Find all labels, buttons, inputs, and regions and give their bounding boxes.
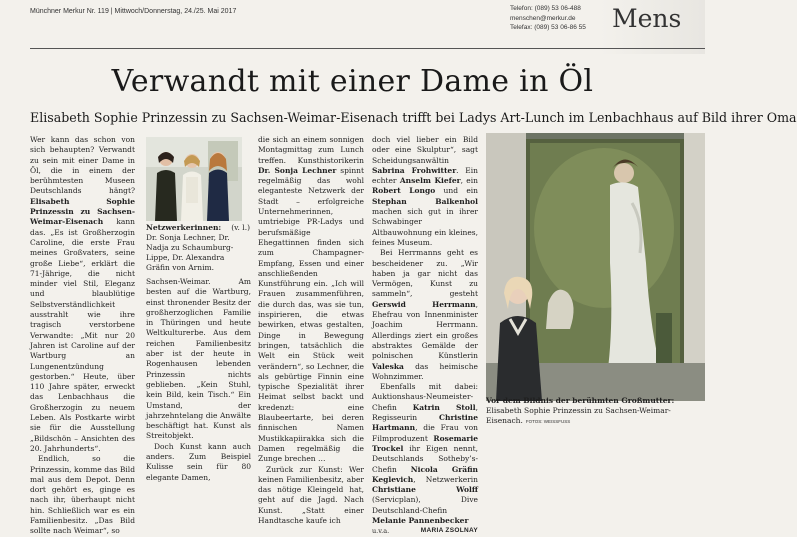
article-column-4	[372, 135, 478, 537]
author-name: MARIA ZSOLNAY	[420, 527, 478, 535]
portrait-photo-illustration	[486, 133, 705, 401]
headline: Verwandt mit einer Dame in Öl	[111, 64, 594, 99]
subheadline: Elisabeth Sophie Prinzessin zu Sachsen-Weimar-Eisenach trifft bei Ladys Art-Lunch im Lenbachhaus auf Bild ihrer Oma	[30, 110, 797, 125]
paragraph: Sachsen-Weimar. Am besten auf die Wartburg, einst thronender Besitz der großherzoglichen Familie in Thüringen und heute Weltkulturerbe. Aus dem reichen Familienbesitz aber ist der heute in Rogenhausen lebenden Prinzessin nichts geblieben. „Kein Stuhl, kein Bild, kein Tisch.“ Ein Umstand, der jahrzehntelang die Anwälte beschäftigt hat. Kunst als Streitobjekt.	[146, 277, 251, 441]
abbreviation: u.v.a.	[372, 527, 390, 536]
caption-label: Netzwerkerinnen:	[146, 223, 222, 232]
masthead-info: Münchner Merkur Nr. 119 | Mittwoch/Donnerstag, 24./25. Mai 2017	[30, 8, 237, 15]
photo-credit: FOTOS: WEISSFUSS	[525, 419, 571, 424]
paragraph-intro: Wer kann das schon von sich behaupten? Verwandt zu sein mit einer Dame in Öl, die in einem der berühmtesten Museen Deutschlands hängt? Elisabeth Sophie Prinzessin zu Sachsen-Weimar-Eisenach kann das. „Es ist Großherzogin Caroline, die erste Frau meines Großvaters, seine große Liebe“, erklärt die 71-Jährige, die nicht minder viel Stil, Eleganz und blaublütige Selbstverständlichkeit ausstrahlt wie ihre tragisch verstorbene Verwandte: „Mit nur 20 Jahren ist Caroline auf der Wartburg an Lungenentzündung gestorben.“ Heute, über 110 Jahre später, erweckt das Lenbachhaus die Großherzogin zu neuem Leben. Als Postkarte wirbt sie für die Ausstellung „Bildschön – Ansichten des 20. Jahrhunderts“.	[30, 135, 135, 453]
paragraph: Zurück zur Kunst: Wer keinen Familienbesitz, aber das nötige Kleingeld hat, geht auf die Jagd. Nach Kunst. „Statt einer Handtasche kaufe ich	[258, 464, 364, 525]
article-column-3	[258, 135, 364, 526]
photo-caption-1	[146, 223, 250, 273]
photo-caption-2	[486, 396, 705, 427]
person-name: Dr. Sonja Lechner	[258, 165, 337, 175]
person-name: Elisabeth Sophie Prinzessin zu Sachsen-Weimar-Eisenach	[30, 196, 135, 227]
paragraph: doch viel lieber ein Bild oder eine Skulptur“, sagt Scheidungsanwältin Sabrina Frohwitter. Ein echter Anselm Kiefer, ein Robert Longo und ein Stephan Balkenhol machen sich gut in ihrer Schwabinger Altbauwohnung ein kleines, feines Museum.	[372, 135, 478, 247]
paragraph: Doch Kunst kann auch anders. Zum Beispiel Kulisse sein für 80 elegante Damen,	[146, 441, 251, 482]
article-column-1	[30, 135, 135, 537]
paragraph: Endlich, so die Prinzessin, komme das Bild mal aus dem Depot. Denn dort gehört es, ginge es nach ihr, überhaupt nicht hin. Schließlich war es ein Familienbesitz. „Das Bild sollte nach Weimar“, so	[30, 454, 135, 536]
group-photo-illustration	[146, 137, 242, 221]
masthead-rule	[30, 48, 705, 49]
paragraph: Bei Herrmanns geht es bescheidener zu. „Wir haben ja gar nicht das Vermögen, Kunst zu sammeln“, gesteht Gerswid Herrmann, Ehefrau von Innenminister Joachim Herrmann. Allerdings ziert ein großes abstraktes Gemälde der polnischen Künstlerin Valeska das heimische Wohnzimmer.	[372, 248, 478, 381]
paragraph: die sich an einem sonnigen Montagmittag zum Lunch treffen. Kunsthistorikerin Dr. Sonja Lechner spinnt regelmäßig das wohl eleganteste Netzwerk der Stadt – erfolgreiche Unternehmerinnen, umtriebige PR-Ladys und berufsmäßige Ehegattinnen finden sich zum Champagner-Empfang, Essen und einer anschließenden Kunstführung ein. „Ich will Frauen zusammenführen, die durch das, was sie tun, inspirieren, die etwas bewirken, etwas gestalten, Dinge in Bewegung bringen, tatsächlich die Welt ein Stück weit verändern“, so Lechner, die als gebürtige Finnin eine typische Spezialität ihrer Heimat selbst backt und kredenzt: eine Blaubeertarte, bei deren finnischen Namen Mustikkapiirakka sich die Damen regelmäßig die Zunge brechen …	[258, 135, 364, 464]
paragraph: Ebenfalls mit dabei: Auktionshaus-Neumeister-Chefin Katrin Stoll, Regisseurin Christine Hartmann, die Frau von Filmproduzent Rosemarie Trockel ihr Eigen nennt, Deutschlands Sotheby’s-Chefin Nicola Gräfin Keglevich, Netzwerkerin Christiane Wolff (Servicplan), Dive Deutschland-Chefin Melanie Pannenbecker	[372, 382, 478, 525]
section-title: Mens	[612, 4, 682, 33]
portrait-photo	[486, 133, 705, 401]
caption-order: (v. l.)	[231, 223, 250, 232]
caption-text: Elisabeth Sophie Prinzessin zu Sachsen-Weimar-Eisenach.	[486, 406, 671, 425]
caption-label: Vor dem Bildnis der berühmten Großmutter:	[486, 396, 675, 405]
contact-block	[510, 4, 586, 33]
contact-phone: Telefon: (089) 53 06-488	[510, 5, 581, 12]
contact-email[interactable]: menschen@merkur.de	[510, 14, 576, 22]
contact-fax: Telefax: (089) 53 06-86 55	[510, 24, 586, 31]
article-column-2	[146, 277, 251, 483]
group-photo	[146, 137, 242, 221]
byline-row	[372, 526, 478, 536]
caption-names: Dr. Sonja Lechner, Dr. Nadja zu Schaumburg-Lippe, Dr. Alexandra Gräfin von Arnim.	[146, 233, 234, 272]
